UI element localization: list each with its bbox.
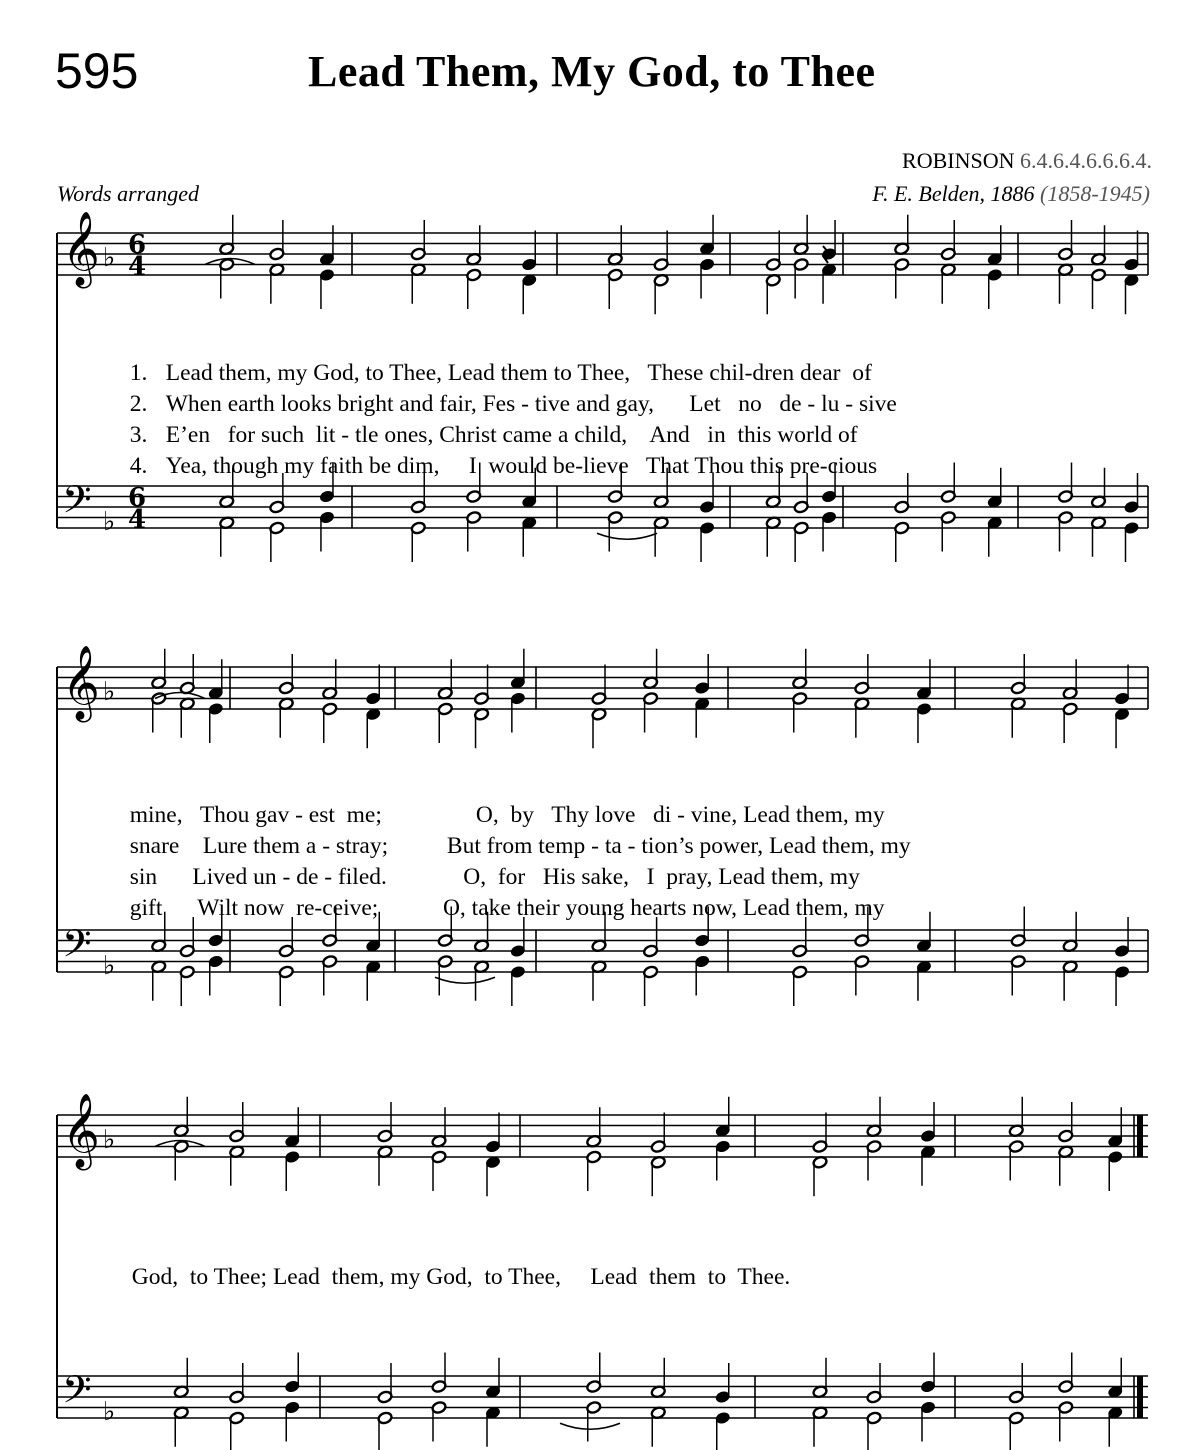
lyric-text: Lead them, my God, to Thee, Lead them to Thee, These chil-dren dear of — [165, 359, 872, 386]
words-credit: Words arranged — [57, 181, 200, 206]
lyric-text: When earth looks bright and fair, Fes - tive and gay, Let no de - lu - sive — [165, 390, 897, 417]
treble-clef: 𝄞 — [62, 646, 100, 720]
meter: 6.4.6.4.6.6.6.4. — [1020, 148, 1152, 173]
treble-clef: 𝄞 — [62, 212, 100, 286]
lyric-text: gift Wilt now re-ceive; O, take their young hearts now, Lead them, my — [129, 894, 885, 921]
tie — [435, 977, 495, 983]
lyric-text: sin Lived un - de - filed. O, for His sake, I pray, Lead them, my — [129, 863, 860, 890]
lyric-text: God, to Thee; Lead them, my God, to Thee, Lead them to Thee. — [131, 1263, 791, 1290]
time-signature-bottom: 4 — [128, 505, 147, 535]
time-signature-bottom: 4 — [128, 252, 147, 282]
author-dates: (1858-1945) — [1040, 181, 1150, 206]
bass-clef: 𝄢 — [62, 1367, 92, 1421]
time-signature-top: 6 — [128, 483, 147, 513]
tune-name: ROBINSON — [902, 148, 1015, 173]
bass-clef: 𝄢 — [62, 921, 92, 975]
flat-sign: ♭ — [103, 677, 116, 707]
treble-clef: 𝄞 — [62, 1094, 100, 1168]
flat-sign: ♭ — [103, 951, 116, 981]
author-year: 1886 — [990, 181, 1035, 206]
verse-number: 3. — [129, 421, 148, 448]
bass-clef: 𝄢 — [62, 477, 92, 531]
lyric-line — [118, 431, 877, 478]
flat-sign: ♭ — [103, 507, 116, 537]
author-name: F. E. Belden, — [872, 181, 986, 206]
flat-sign: ♭ — [103, 1125, 116, 1155]
hymn-number: 595 — [55, 43, 139, 99]
flat-sign: ♭ — [103, 1397, 116, 1427]
flat-sign: ♭ — [103, 243, 116, 273]
lyric-text: mine, Thou gav - est me; O, by Thy love di - vine, Lead them, my — [129, 801, 885, 828]
hymn-title: Lead Them, My God, to Thee — [308, 47, 876, 96]
verse-number: 2. — [129, 390, 148, 417]
lyric-text: Yea, though my faith be dim, I would be-lieve That Thou this pre-cious — [165, 452, 878, 479]
lyric-text: snare Lure them a - stray; But from temp - ta - tion’s power, Lead them, my — [129, 832, 911, 859]
lyric-text: E’en for such lit - tle ones, Christ came a child, And in this world of — [165, 421, 858, 448]
lyric-line — [120, 1242, 790, 1289]
lyric-line — [118, 873, 885, 920]
verse-number: 4. — [129, 452, 148, 479]
tie — [560, 1423, 620, 1429]
time-signature-top: 6 — [128, 230, 147, 260]
tie — [597, 533, 657, 539]
verse-number: 1. — [129, 359, 148, 386]
